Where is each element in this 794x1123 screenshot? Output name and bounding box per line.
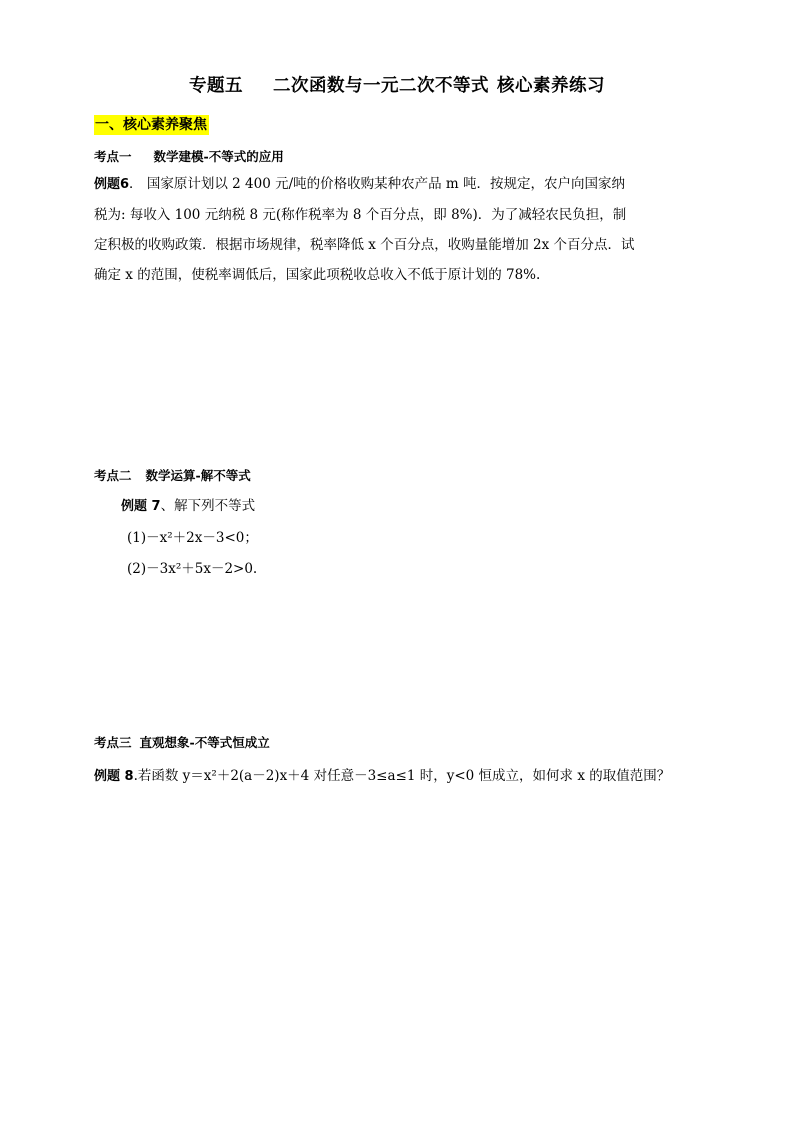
kaodian3-heading — [94, 733, 270, 751]
section-heading: 一、核心素养聚焦 — [95, 117, 207, 133]
example8-line — [94, 764, 670, 784]
kaodian1-heading — [94, 147, 284, 165]
kaodian3-topic: 直观想象-不等式恒成立 — [139, 735, 270, 750]
example6-text-line3: 定积极的收购政策．根据市场规律，税率降低 x 个百分点，收购量能增加 2x 个百分点．试 — [94, 237, 635, 253]
page-title — [0, 72, 794, 97]
title-part2: 二次函数与一元二次不等式 — [273, 76, 489, 96]
example7-item1: (1)－x²＋2x－3<0； — [127, 530, 258, 546]
title-part1: 专题五 — [189, 76, 243, 96]
example7-text: 、解下列不等式 — [160, 498, 256, 514]
kaodian2-heading — [94, 466, 251, 484]
example6-label: 例题6 — [94, 177, 130, 192]
example6-text-line1: 国家原计划以 2 400 元/吨的价格收购某种农产品 m 吨．按规定，农户向国家纳 — [146, 176, 626, 192]
kaodian1-topic: 数学建模-不等式的应用 — [153, 149, 284, 164]
example6-text-line2: 税为: 每收入 100 元纳税 8 元(称作税率为 8 个百分点，即 8%)．为了减轻农民负担，制 — [94, 207, 627, 223]
example8-text: .若函数 y＝x²＋2(a－2)x＋4 对任意－3≤a≤1 时，y<0 恒成立，如何求 x 的取值范围？ — [133, 768, 671, 784]
kaodian2-topic: 数学运算-解不等式 — [145, 468, 251, 483]
example8-label: 例题 8 — [94, 769, 134, 784]
example6-text-line4: 确定 x 的范围，使税率调低后，国家此项税收总收入不低于原计划的 78%. — [94, 267, 541, 283]
example7-label: 例题 7 — [121, 499, 161, 514]
kaodian3-label: 考点三 — [94, 735, 132, 750]
example7-item2: (2)－3x²＋5x－2>0. — [127, 561, 258, 577]
example6-block — [94, 169, 734, 290]
kaodian2-label: 考点二 — [94, 468, 132, 483]
example7-heading — [121, 494, 255, 514]
example6-line1: 例题6． 国家原计划以 2 400 元/吨的价格收购某种农产品 m 吨．按规定，农户向国家纳 — [94, 176, 626, 192]
title-part3: 核心素养练习 — [497, 76, 605, 96]
kaodian1-label: 考点一 — [94, 149, 132, 164]
